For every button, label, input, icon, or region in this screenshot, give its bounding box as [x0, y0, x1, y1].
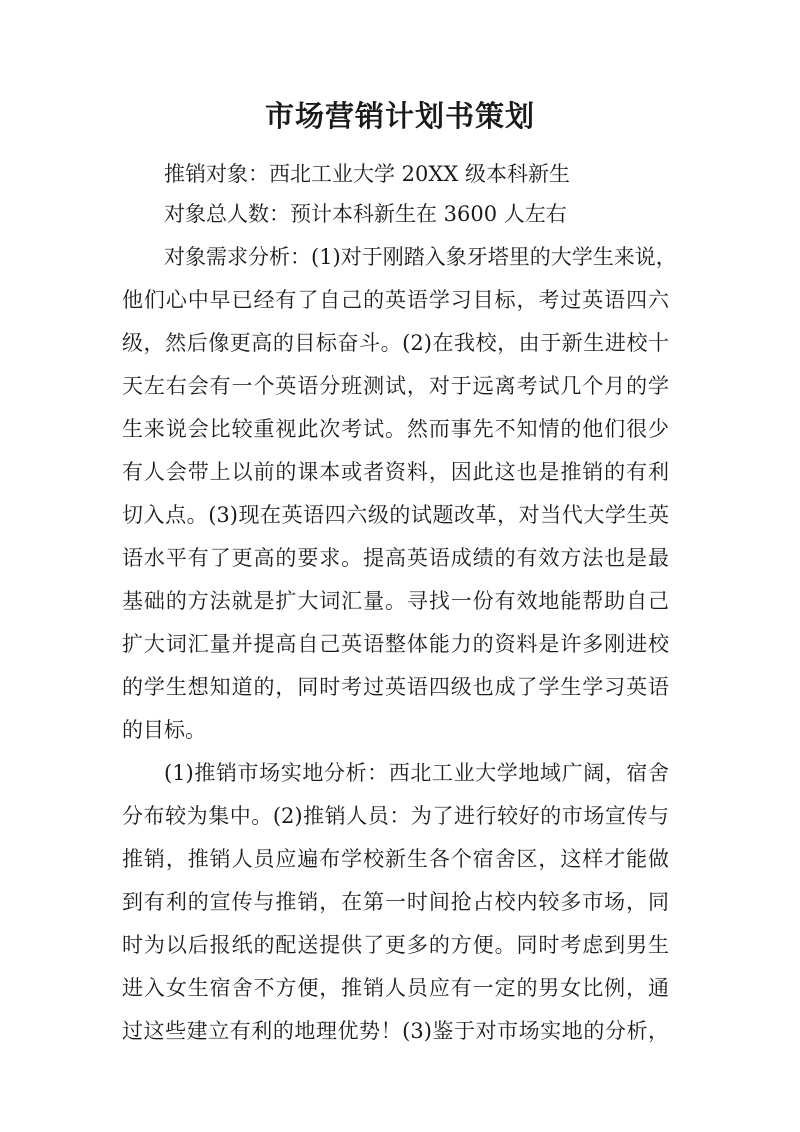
paragraph-line: 切入点。(3)现在英语四六级的试题改革，对当代大学生英: [122, 503, 669, 527]
paragraph-line: 他们心中早已经有了自己的英语学习目标，考过英语四六: [122, 288, 669, 312]
paragraph-line: 过这些建立有利的地理优势！(3)鉴于对市场实地的分析，: [122, 1019, 669, 1043]
paragraph-line: 时为以后报纸的配送提供了更多的方便。同时考虑到男生: [122, 933, 669, 957]
paragraph-line: 语水平有了更高的要求。提高英语成绩的有效方法也是最: [122, 546, 669, 570]
paragraph-line: 天左右会有一个英语分班测试，对于远离考试几个月的学: [122, 374, 669, 398]
paragraph-line: 的学生想知道的，同时考过英语四级也成了学生学习英语: [122, 675, 669, 699]
paragraph-line: 生来说会比较重视此次考试。然而事先不知情的他们很少: [122, 417, 669, 441]
paragraph-line: 扩大词汇量并提高自己英语整体能力的资料是许多刚进校: [122, 632, 669, 656]
paragraph-line: 对象需求分析：(1)对于刚踏入象牙塔里的大学生来说，: [164, 245, 677, 269]
paragraph-line: 基础的方法就是扩大词汇量。寻找一份有效地能帮助自己: [122, 589, 669, 613]
paragraph-line: (1)推销市场实地分析：西北工业大学地域广阔，宿舍: [164, 761, 669, 785]
paragraph-line: 进入女生宿舍不方便，推销人员应有一定的男女比例，通: [122, 976, 669, 1000]
paragraph-line: 的目标。: [122, 718, 206, 742]
target-line: 推销对象：西北工业大学 20XX 级本科新生: [164, 162, 570, 186]
paragraph-line: 级，然后像更高的目标奋斗。(2)在我校，由于新生进校十: [122, 331, 669, 355]
paragraph-line: 推销，推销人员应遍布学校新生各个宿舍区，这样才能做: [122, 847, 669, 871]
paragraph-line: 到有利的宣传与推销，在第一时间抢占校内较多市场，同: [122, 890, 669, 914]
paragraph-line: 有人会带上以前的课本或者资料，因此这也是推销的有利: [122, 460, 669, 484]
document-title: 市场营销计划书策划: [264, 99, 535, 133]
paragraph-line: 分布较为集中。(2)推销人员：为了进行较好的市场宣传与: [122, 804, 669, 828]
target-count-line: 对象总人数：预计本科新生在 3600 人左右: [164, 202, 567, 226]
